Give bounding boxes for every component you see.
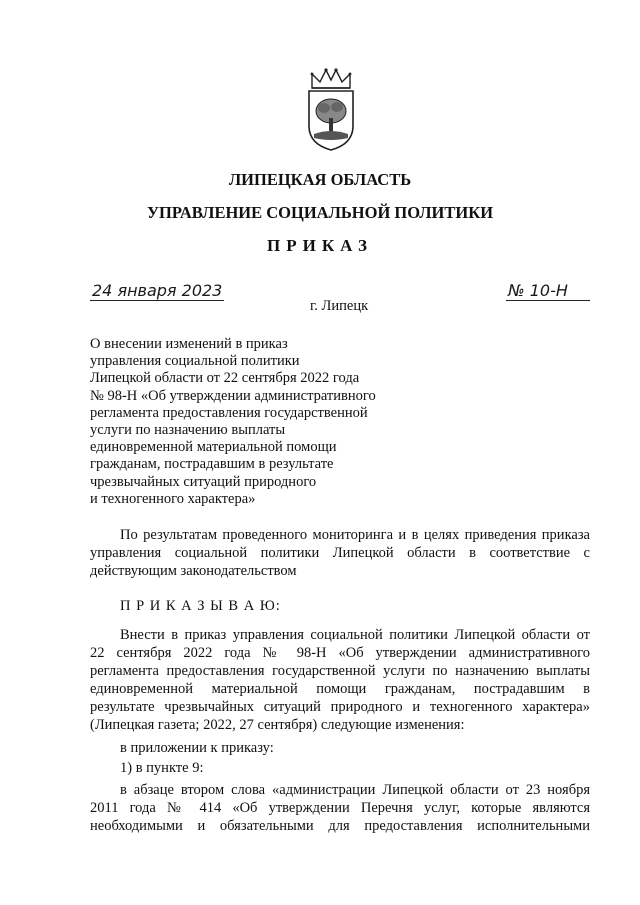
paragraph-line: (Липецкая газета; 2022, 27 сентября) следующие изменения: [90, 717, 465, 733]
paragraph-line: 22 сентября 2022 года № 98-Н «Об утверждении административного [90, 645, 590, 661]
paragraph-line: Внести в приказ управления социальной политики Липецкой области от [120, 627, 590, 643]
preamble-line: действующим законодательством [90, 563, 297, 579]
paragraph-line: 2011 года № 414 «Об утверждении Перечня услуг, которые являются [90, 800, 590, 816]
subject-line: и техногенного характера» [90, 490, 256, 507]
coat-of-arms-icon [300, 66, 362, 152]
subject-line: единовременной материальной помощи [90, 439, 337, 456]
order-subject [90, 336, 410, 508]
subject-line: гражданам, пострадавшим в результате [90, 456, 334, 473]
subject-line: О внесении изменений в приказ [90, 336, 288, 352]
paragraph-line: результате чрезвычайных ситуаций природного и техногенного характера» [90, 699, 590, 715]
department-title: УПРАВЛЕНИЕ СОЦИАЛЬНОЙ ПОЛИТИКИ [146, 203, 494, 222]
doc-type-title: ПРИКАЗ [267, 236, 373, 255]
subject-line: чрезвычайных ситуаций природного [90, 473, 317, 490]
subject-line: № 98-Н «Об утверждении административного [90, 387, 376, 404]
order-number: № 10-Н [506, 281, 590, 301]
subject-line: управления социальной политики [90, 353, 300, 370]
city-label: г. Липецк [310, 298, 369, 314]
preamble-line: По результатам проведенного мониторинга и в целях приведения приказа [120, 527, 590, 543]
order-date: 24 января 2023 [92, 281, 223, 300]
item-line: 1) в пункте 9: [120, 760, 204, 776]
preamble-line: управления социальной политики Липецкой области в соответствие с [90, 545, 590, 561]
paragraph-line: необходимыми и обязательными для предоставления исполнительными [90, 818, 590, 834]
order-word: П Р И К А З Ы В А Ю: [120, 598, 281, 614]
subject-line: услуги по назначению выплаты [90, 422, 286, 439]
paragraph-line: в абзаце втором слова «администрации Липецкой области от 23 ноября [120, 782, 590, 798]
appendix-line: в приложении к приказу: [120, 740, 274, 756]
subject-line: регламента предоставления государственной [90, 404, 368, 421]
paragraph-line: регламента предоставления государственной услуги по назначению выплаты [90, 663, 590, 679]
region-title: ЛИПЕЦКАЯ ОБЛАСТЬ [228, 170, 412, 189]
subject-line: Липецкой области от 22 сентября 2022 года [90, 370, 360, 387]
paragraph-line: единовременной материальной помощи гражданам, пострадавшим в [90, 681, 590, 697]
